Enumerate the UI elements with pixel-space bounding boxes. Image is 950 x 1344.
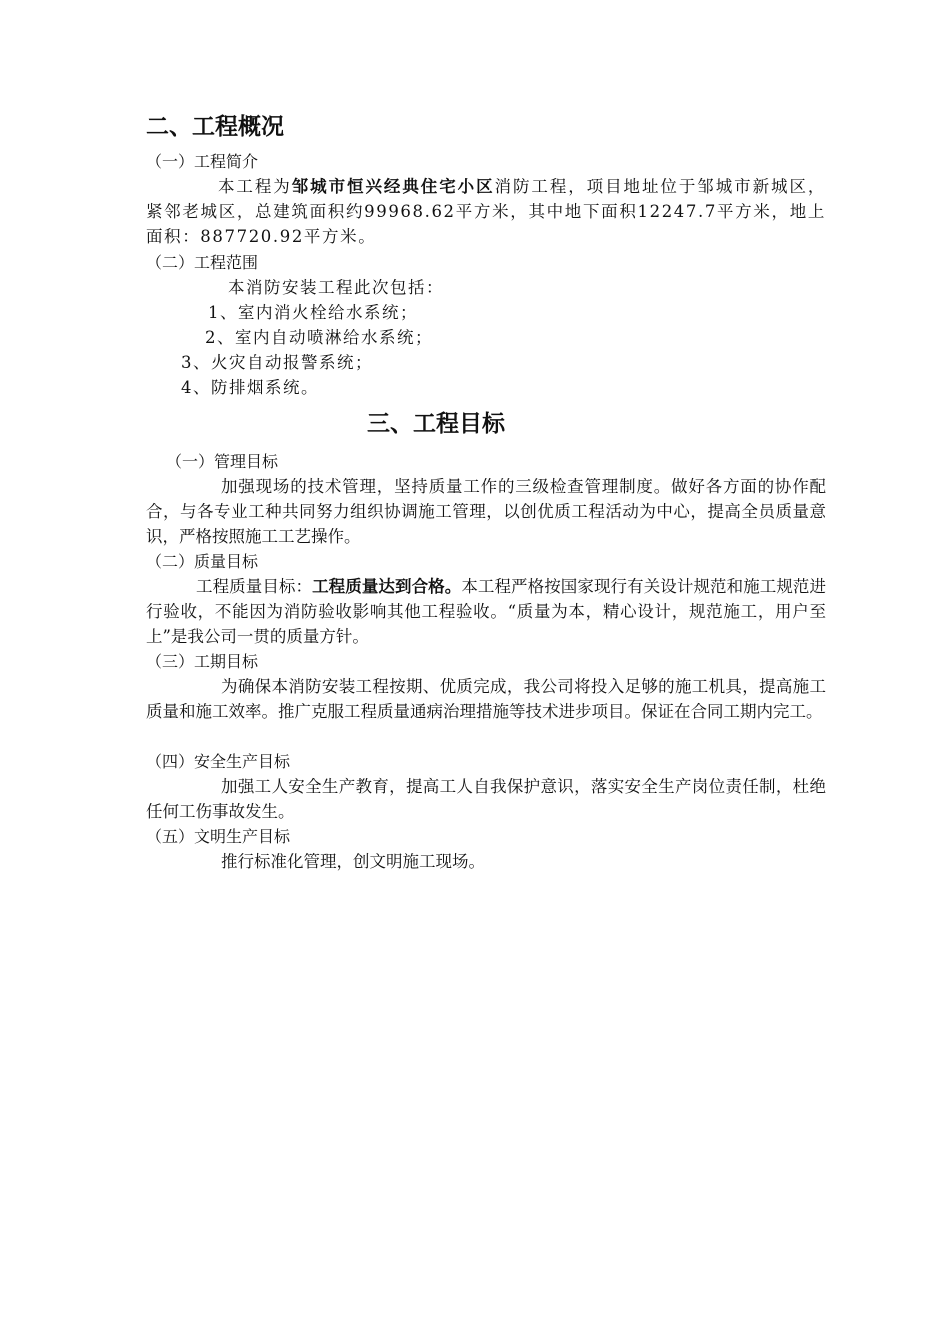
heading-civilized-goal: （五）文明生产目标 bbox=[146, 827, 291, 846]
heading-management-goal: （一）管理目标 bbox=[166, 452, 279, 471]
heading-schedule-goal: （三）工期目标 bbox=[146, 652, 259, 671]
paragraph-quality-goal bbox=[146, 574, 826, 649]
heading-safety-goal: （四）安全生产目标 bbox=[146, 752, 291, 771]
paragraph-civilized-goal: 推行标准化管理，创文明施工现场。 bbox=[221, 852, 485, 871]
heading-project-scope: （二）工程范围 bbox=[146, 253, 259, 272]
paragraph-schedule-goal: 为确保本消防安装工程按期、优质完成，我公司将投入足够的施工机具，提高施工质量和施工效率。推广克服工程质量通病治理措施等技术进步项目。保证在合同工期内完工。 bbox=[146, 677, 826, 721]
paragraph-safety-goal: 加强工人安全生产教育，提高工人自我保护意识，落实安全生产岗位责任制，杜绝任何工伤事故发生。 bbox=[146, 777, 826, 821]
scope-intro: 本消防安装工程此次包括： bbox=[228, 278, 444, 297]
section-title-overview: 二、工程概况 bbox=[146, 114, 284, 140]
scope-item: 2、室内自动喷淋给水系统； bbox=[205, 328, 433, 347]
project-name: 邹城市恒兴经典住宅小区 bbox=[291, 177, 495, 196]
quality-target: 工程质量达到合格。 bbox=[312, 577, 462, 596]
quality-text-post: 本工程严格按国家现行有关设计规范和施工规范进行验收，不能因为消防验收影响其他工程验收。“质量为本，精心设计，规范施工，用户至上”是我公司一贯的质量方针。 bbox=[146, 577, 827, 646]
intro-text-post: 消防工程，项目地址位于邹城市新城区，紧邻老城区，总建筑面积约99968.62平方米，其中地下面积12247.7平方米，地上面积：887720.92平方米。 bbox=[146, 177, 826, 246]
paragraph-management-goal: 加强现场的技术管理，坚持质量工作的三级检查管理制度。做好各方面的协作配合，与各专业工种共同努力组织协调施工管理，以创优质工程活动为中心，提高全员质量意识，严格按照施工工艺操作。 bbox=[146, 477, 826, 546]
scope-item: 3、火灾自动报警系统； bbox=[181, 353, 373, 372]
section-title-goals: 三、工程目标 bbox=[367, 411, 505, 437]
scope-item: 4、防排烟系统。 bbox=[181, 378, 319, 397]
heading-quality-goal: （二）质量目标 bbox=[146, 552, 259, 571]
quality-text-pre: 工程质量目标： bbox=[196, 577, 313, 596]
paragraph-project-intro bbox=[146, 174, 826, 249]
scope-item: 1、室内消火栓给水系统； bbox=[208, 303, 418, 322]
intro-text-pre: 本工程为 bbox=[218, 177, 292, 196]
heading-project-intro: （一）工程简介 bbox=[146, 152, 259, 171]
